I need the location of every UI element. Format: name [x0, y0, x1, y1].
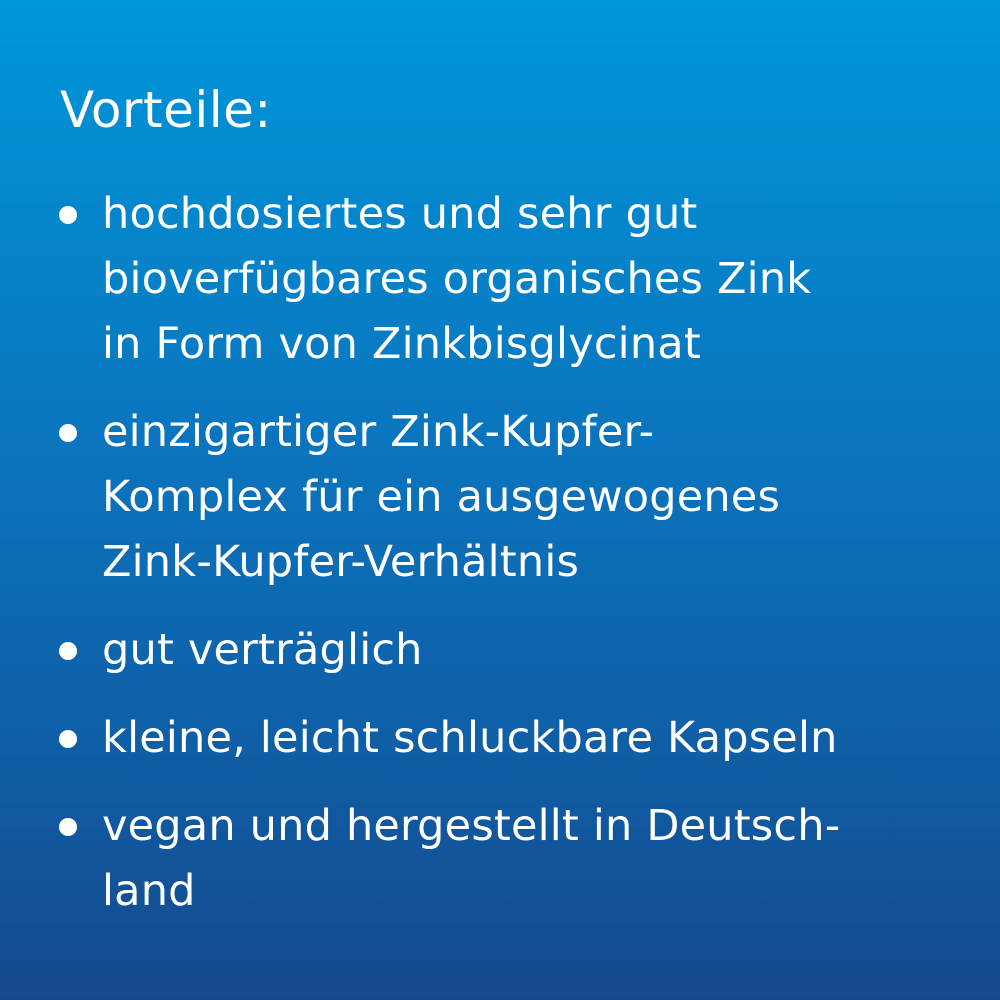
benefit-item-vegan-made-in-germany: [56, 794, 956, 924]
benefit-item-high-dose-zinc: [56, 182, 956, 377]
bullet-icon: [59, 730, 77, 748]
benefit-text: gut verträglich: [102, 625, 423, 675]
benefit-item-well-tolerated: [56, 618, 956, 683]
benefit-text: einzigartiger Zink-Kupfer- Komplex für ein ausgewogenes Zink-Kupfer-Verhältnis: [102, 407, 781, 587]
bullet-icon: [59, 424, 77, 442]
bullet-icon: [59, 818, 77, 836]
benefit-text: vegan und hergestellt in Deutsch- land: [102, 801, 841, 916]
benefit-text: kleine, leicht schluckbare Kapseln: [102, 713, 838, 763]
benefits-heading: Vorteile:: [60, 81, 272, 139]
benefit-text: hochdosiertes und sehr gut bioverfügbares organisches Zink in Form von Zinkbisglycinat: [102, 189, 812, 369]
benefit-item-zinc-copper-complex: [56, 400, 956, 595]
benefit-item-small-capsules: [56, 706, 956, 771]
bullet-icon: [59, 206, 77, 224]
bullet-icon: [59, 642, 77, 660]
benefits-list: [56, 182, 956, 947]
